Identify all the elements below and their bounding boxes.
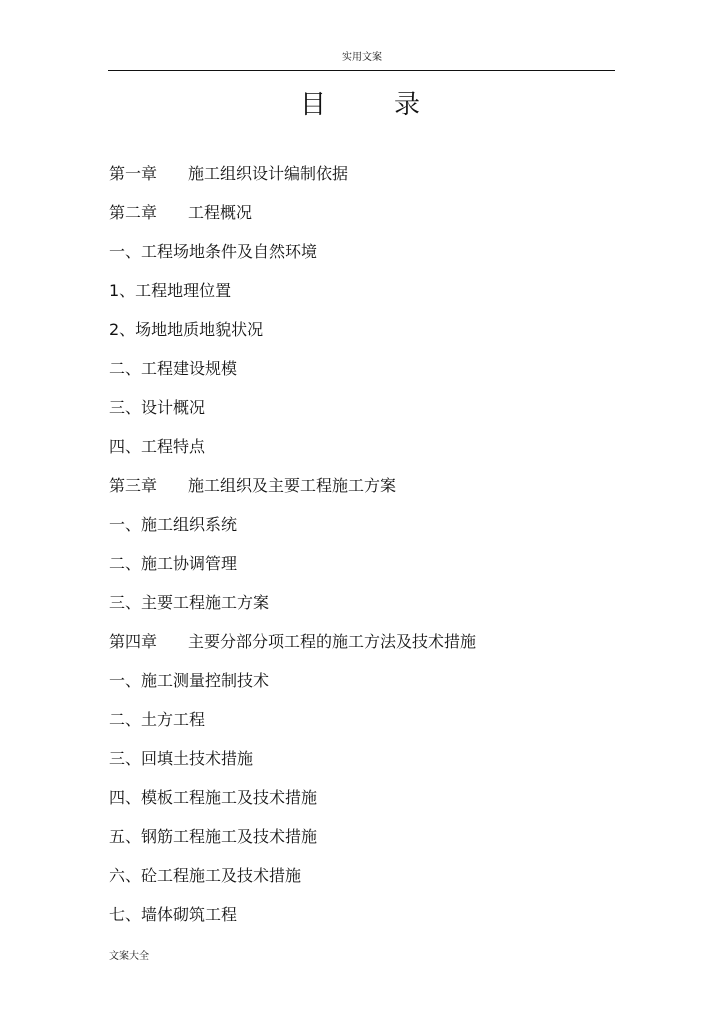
toc-section-entry[interactable]: [109, 279, 609, 318]
toc-section-entry[interactable]: [109, 747, 609, 786]
toc-section-entry[interactable]: [109, 513, 609, 552]
toc-entry-text: 六、砼工程施工及技术措施: [109, 866, 302, 885]
toc-entry-text: 施工组织及主要工程施工方案: [188, 476, 397, 495]
toc-entry-text: 二、土方工程: [109, 710, 206, 729]
toc-section-entry[interactable]: [109, 825, 609, 864]
toc-entry-text: 三、回填土技术措施: [109, 749, 254, 768]
toc-entry-text: 三、设计概况: [109, 398, 206, 417]
toc-entry-text: 工程概况: [188, 203, 253, 222]
toc-section-entry[interactable]: [109, 552, 609, 591]
toc-chapter-entry[interactable]: [109, 630, 609, 669]
toc-entry-text: 一、工程场地条件及自然环境: [109, 242, 318, 261]
toc-section-entry[interactable]: [109, 357, 609, 396]
toc-chapter-entry[interactable]: [109, 201, 609, 240]
toc-entry-text: 二、工程建设规模: [109, 359, 238, 378]
toc-section-entry[interactable]: [109, 903, 609, 942]
toc-entry-text: 三、主要工程施工方案: [109, 593, 270, 612]
toc-chapter-number: 第二章: [109, 203, 158, 222]
title-char-2: 录: [394, 90, 421, 120]
toc-entry-text: 主要分部分项工程的施工方法及技术措施: [188, 632, 477, 651]
toc-section-entry[interactable]: [109, 864, 609, 903]
toc-section-entry[interactable]: [109, 435, 609, 474]
toc-entry-text: 五、钢筋工程施工及技术措施: [109, 827, 318, 846]
toc-entry-text: 七、墙体砌筑工程: [109, 905, 238, 924]
toc-section-entry[interactable]: [109, 708, 609, 747]
toc-section-entry[interactable]: [109, 396, 609, 435]
toc-chapter-entry[interactable]: [109, 162, 609, 201]
toc-chapter-number: 第四章: [109, 632, 158, 651]
toc-section-entry[interactable]: [109, 591, 609, 630]
table-of-contents: [109, 162, 609, 942]
document-title: [0, 88, 724, 122]
toc-entry-text: 二、施工协调管理: [109, 554, 238, 573]
title-char-1: 目: [300, 90, 327, 120]
toc-entry-text: 2、场地地质地貌状况: [109, 320, 264, 339]
page-header: 实用文案: [342, 52, 382, 63]
toc-section-entry[interactable]: [109, 669, 609, 708]
toc-section-entry[interactable]: [109, 318, 609, 357]
toc-chapter-entry[interactable]: [109, 474, 609, 513]
toc-entry-text: 施工组织设计编制依据: [188, 164, 349, 183]
page-footer: 文案大全: [109, 951, 149, 962]
toc-entry-text: 四、模板工程施工及技术措施: [109, 788, 318, 807]
toc-chapter-number: 第三章: [109, 476, 158, 495]
toc-entry-text: 四、工程特点: [109, 437, 206, 456]
toc-entry-text: 一、施工组织系统: [109, 515, 238, 534]
header-rule: [108, 70, 615, 71]
toc-section-entry[interactable]: [109, 240, 609, 279]
toc-chapter-number: 第一章: [109, 164, 158, 183]
toc-section-entry[interactable]: [109, 786, 609, 825]
toc-entry-text: 1、工程地理位置: [109, 281, 232, 300]
toc-entry-text: 一、施工测量控制技术: [109, 671, 270, 690]
